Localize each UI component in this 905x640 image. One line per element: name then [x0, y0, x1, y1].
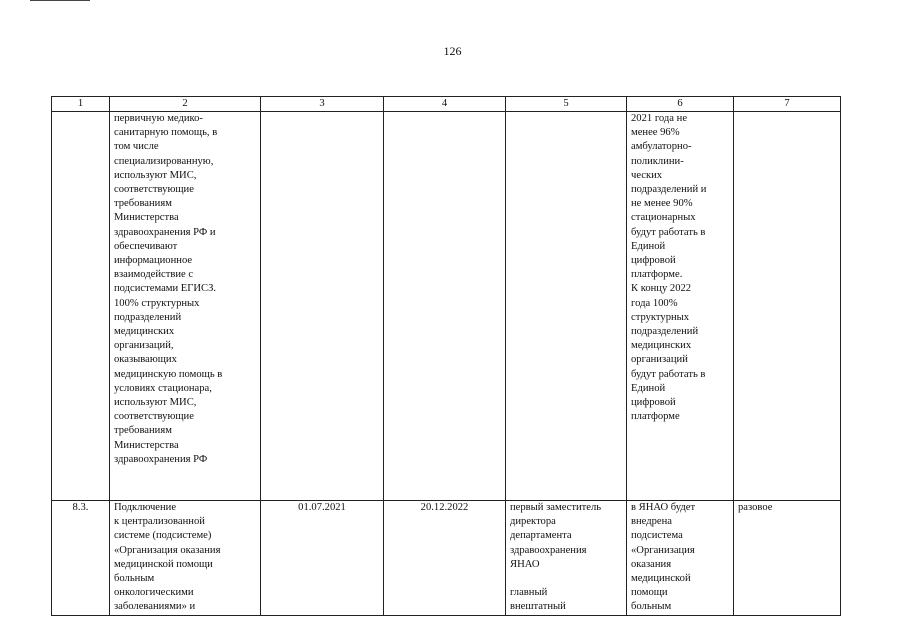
- text-line: условиях стационара,: [114, 382, 212, 394]
- text-line: Подключение: [114, 502, 177, 513]
- text-line: медицинской помощи: [114, 558, 213, 570]
- text-line: Единой: [631, 240, 666, 252]
- text-line: используют МИС,: [114, 169, 197, 181]
- text-line: будут работать в: [631, 368, 706, 380]
- text-line: организаций: [631, 354, 688, 366]
- text-line: соответствующие: [114, 184, 194, 196]
- text-line: подсистемами ЕГИСЗ.: [114, 283, 217, 295]
- text-line: том числе: [114, 141, 159, 153]
- text-line: Единой: [631, 382, 666, 394]
- row2-result: [627, 501, 734, 616]
- text-line: платформе: [631, 411, 680, 423]
- text-line: внедрена: [631, 516, 672, 528]
- text-line: ческих: [631, 169, 663, 181]
- text-line: обеспечивают: [114, 240, 178, 252]
- text-line: 2021 года не: [631, 113, 688, 124]
- text-line: 100% структурных: [114, 297, 200, 309]
- document-table: [51, 96, 841, 616]
- text-line: К концу 2022: [631, 283, 692, 295]
- top-edge-mark: [30, 0, 90, 1]
- row1-description: [110, 112, 261, 501]
- text-line: подразделений: [114, 311, 182, 323]
- text-line: директора: [510, 516, 556, 528]
- text-line: стационарных: [631, 212, 696, 224]
- text-line: помощи: [631, 587, 668, 599]
- row1-start-date: [261, 112, 384, 501]
- text-line: будут работать в: [631, 226, 706, 238]
- text-line: системе (подсистеме): [114, 530, 212, 542]
- text-line: подсистема: [631, 530, 683, 542]
- text-line: информационное: [114, 255, 193, 267]
- row1-responsible: [506, 112, 627, 501]
- text-line: не менее 90%: [631, 198, 693, 210]
- row2-start-date: 01.07.2021: [261, 501, 384, 616]
- text-line: больным: [631, 601, 672, 613]
- text-line: «Организация: [631, 544, 695, 556]
- row1-result: [627, 112, 734, 501]
- text-line: поликлини-: [631, 155, 684, 167]
- text-line: требованиям: [114, 425, 172, 437]
- header-col-3: 3: [261, 97, 384, 112]
- text-line: главный: [510, 587, 548, 599]
- text-line: здравоохранения РФ и: [114, 226, 216, 238]
- text-line: департамента: [510, 530, 572, 542]
- header-col-7: 7: [734, 97, 841, 112]
- row2-number: 8.3.: [52, 501, 110, 616]
- header-col-4: 4: [384, 97, 506, 112]
- text-line: [510, 572, 622, 586]
- text-line: менее 96%: [631, 127, 680, 139]
- text-line: больным: [114, 573, 155, 585]
- row2-description: [110, 501, 261, 616]
- text-line: «Организация оказания: [114, 544, 221, 556]
- text-line: санитарную помощь, в: [114, 127, 218, 139]
- text-line: соответствующие: [114, 411, 194, 423]
- text-line: Министерства: [114, 439, 179, 451]
- text-line: первичную медико-: [114, 113, 203, 124]
- header-col-6: 6: [627, 97, 734, 112]
- text-line: медицинских: [114, 326, 175, 338]
- table-row: [52, 112, 841, 501]
- text-line: первый заместитель: [510, 502, 602, 513]
- row1-type: [734, 112, 841, 501]
- row1-end-date: [384, 112, 506, 501]
- text-line: взаимодействие с: [114, 269, 194, 281]
- text-line: внештатный: [510, 601, 566, 613]
- text-line: используют МИС,: [114, 397, 197, 409]
- table-row: [52, 501, 841, 616]
- text-line: медицинских: [631, 340, 692, 352]
- text-line: медицинской: [631, 573, 691, 585]
- header-col-1: 1: [52, 97, 110, 112]
- text-line: цифровой: [631, 255, 676, 267]
- text-line: онкологическими: [114, 587, 194, 599]
- header-row: [52, 97, 841, 112]
- text-line: в ЯНАО будет: [631, 502, 696, 513]
- text-line: требованиям: [114, 198, 172, 210]
- page-number: 126: [443, 44, 462, 58]
- text-line: заболеваниями» и: [114, 601, 196, 613]
- row2-responsible: [506, 501, 627, 616]
- text-line: к централизованной: [114, 516, 205, 528]
- text-line: ЯНАО: [510, 558, 540, 570]
- text-line: Министерства: [114, 212, 179, 224]
- header-col-5: 5: [506, 97, 627, 112]
- text-line: подразделений: [631, 326, 699, 338]
- text-line: специализированную,: [114, 155, 214, 167]
- text-line: оказывающих: [114, 354, 177, 366]
- row1-number: [52, 112, 110, 501]
- row2-type: разовое: [734, 501, 841, 616]
- header-col-2: 2: [110, 97, 261, 112]
- text-line: амбулаторно-: [631, 141, 692, 153]
- text-line: медицинскую помощь в: [114, 368, 223, 380]
- text-line: подразделений и: [631, 184, 707, 196]
- text-line: года 100%: [631, 297, 678, 309]
- text-line: платформе.: [631, 269, 683, 281]
- text-line: цифровой: [631, 397, 676, 409]
- text-line: здравоохранения РФ: [114, 453, 208, 465]
- text-line: здравоохранения: [510, 544, 587, 556]
- text-line: структурных: [631, 311, 690, 323]
- text-line: оказания: [631, 558, 672, 570]
- row2-end-date: 20.12.2022: [384, 501, 506, 616]
- text-line: организаций,: [114, 340, 174, 352]
